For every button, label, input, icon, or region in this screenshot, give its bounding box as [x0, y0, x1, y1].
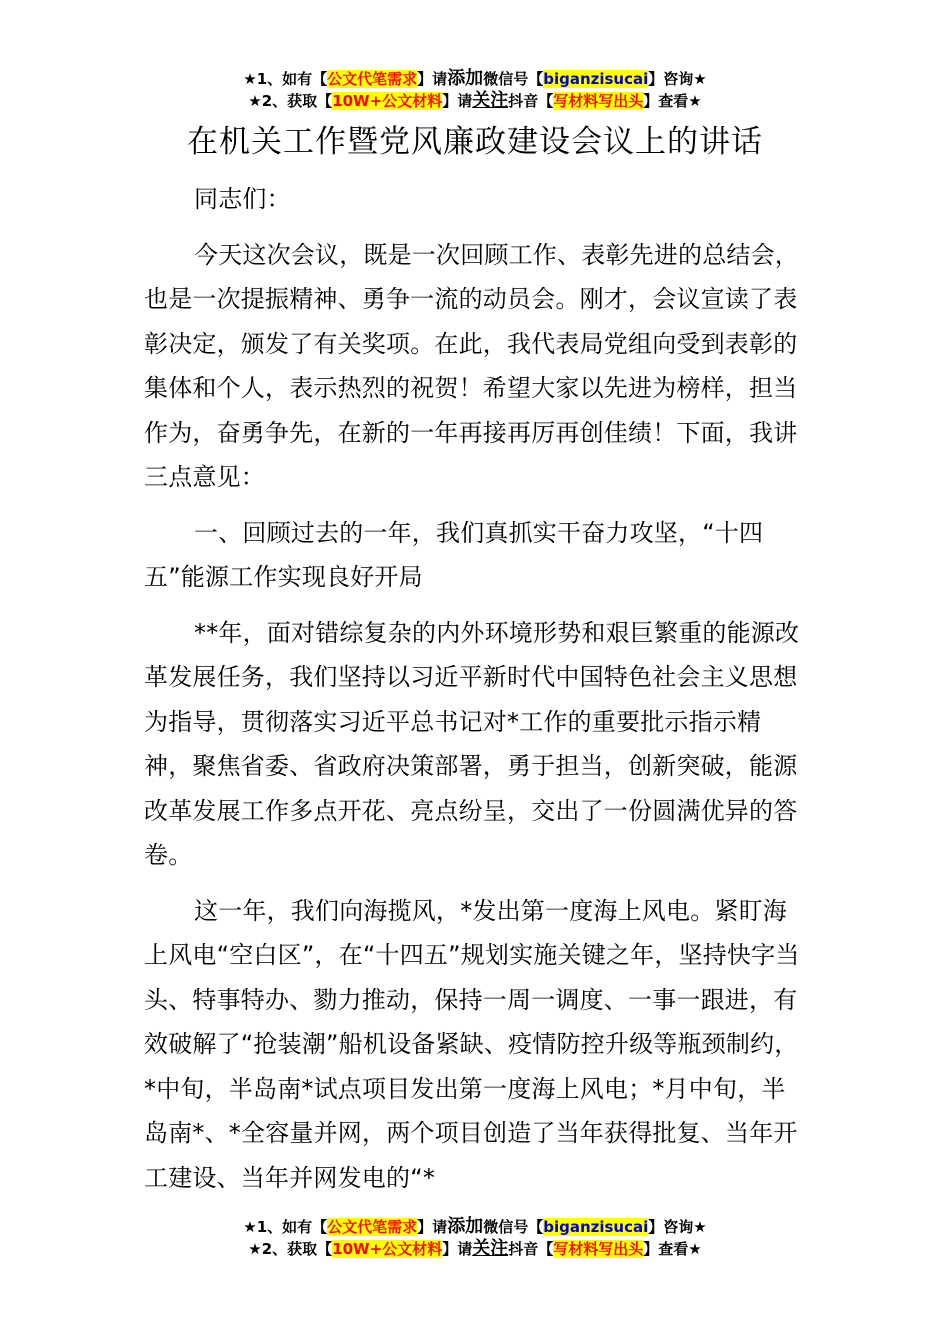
document-body [144, 177, 808, 1200]
banner-wechat-id: biganzisucai [543, 70, 649, 88]
star-icon: ★ [243, 70, 257, 88]
banner-highlight: 10W+公文材料 [332, 92, 443, 110]
header-banner [0, 68, 950, 112]
banner-line-1 [0, 1216, 950, 1238]
document-title: 在机关工作暨党风廉政建设会议上的讲话 [187, 124, 763, 160]
banner-text: 2、获取【 [261, 1240, 333, 1258]
star-icon: ★ [243, 1218, 257, 1236]
banner-text: 】查看 [643, 92, 689, 110]
banner-highlight: 公文代笔需求 [327, 70, 418, 88]
banner-text: 】请 [417, 70, 448, 88]
banner-text: 】咨询 [648, 70, 694, 88]
star-icon: ★ [688, 1240, 702, 1258]
star-icon: ★ [248, 1240, 262, 1258]
banner-emphasis: 关注 [472, 1238, 509, 1259]
banner-emphasis: 添加 [447, 1216, 484, 1237]
star-icon: ★ [688, 92, 702, 110]
banner-highlight: 10W+公文材料 [332, 1240, 443, 1258]
banner-text: 1、如有【 [256, 1218, 328, 1236]
star-icon: ★ [248, 92, 262, 110]
banner-text: 】请 [417, 1218, 448, 1236]
banner-text: 】查看 [643, 1240, 689, 1258]
paragraph: 今天这次会议，既是一次回顾工作、表彰先进的总结会，也是一次提振精神、勇争一流的动员会。刚才，会议宣读了表彰决定，颁发了有关奖项。在此，我代表局党组向受到表彰的集体和个人，表示热烈的祝贺！希望大家以先进为榜样，担当作为，奋勇争先，在新的一年再接再厉再创佳绩！下面，我讲三点意见： [144, 240, 799, 491]
banner-text: 1、如有【 [256, 70, 328, 88]
banner-line-1 [0, 68, 950, 90]
banner-highlight: 公文代笔需求 [327, 1218, 418, 1236]
banner-text: 】请 [442, 1240, 473, 1258]
banner-highlight: 写材料写出头 [553, 1240, 644, 1258]
star-icon: ★ [693, 70, 707, 88]
salutation: 同志们： [194, 185, 291, 213]
banner-highlight: 写材料写出头 [553, 92, 644, 110]
banner-text: 】请 [442, 92, 473, 110]
banner-text: 微信号【 [483, 1218, 544, 1236]
banner-line-2 [0, 1238, 950, 1260]
section-heading: 一、回顾过去的一年，我们真抓实干奋力攻坚，“十四五”能源工作实现良好开局 [144, 518, 764, 591]
banner-wechat-id: biganzisucai [543, 1218, 649, 1236]
banner-text: 抖音【 [508, 92, 554, 110]
banner-emphasis: 关注 [472, 90, 509, 111]
banner-text: 微信号【 [483, 70, 544, 88]
banner-emphasis: 添加 [447, 68, 484, 89]
paragraph: 这一年，我们向海揽风，*发出第一度海上风电。紧盯海上风电“空白区”，在“十四五”规划实施关键之年，坚持快字当头、特事特办、勠力推动，保持一周一调度、一事一跟进，有效破解了“抢装潮”船机设备紧缺、疫情防控升级等瓶颈制约，*中旬，半岛南*试点项目发出第一度海上风电；*月中旬，半岛南*、*全容量并网，两个项目创造了当年获得批复、当年开工建设、当年并网发电的“* [144, 896, 800, 1192]
paragraph: **年，面对错综复杂的内外环境形势和艰巨繁重的能源改革发展任务，我们坚持以习近平新时代中国特色社会主义思想为指导，贯彻落实习近平总书记对*工作的重要批示指示精神，聚焦省委、省政府决策部署，勇于担当，创新突破，能源改革发展工作多点开花、亮点纷呈，交出了一份圆满优异的答卷。 [144, 618, 800, 869]
star-icon: ★ [693, 1218, 707, 1236]
banner-line-2 [0, 90, 950, 112]
banner-text: 2、获取【 [261, 92, 333, 110]
banner-text: 抖音【 [508, 1240, 554, 1258]
footer-banner [0, 1216, 950, 1260]
banner-text: 】咨询 [648, 1218, 694, 1236]
